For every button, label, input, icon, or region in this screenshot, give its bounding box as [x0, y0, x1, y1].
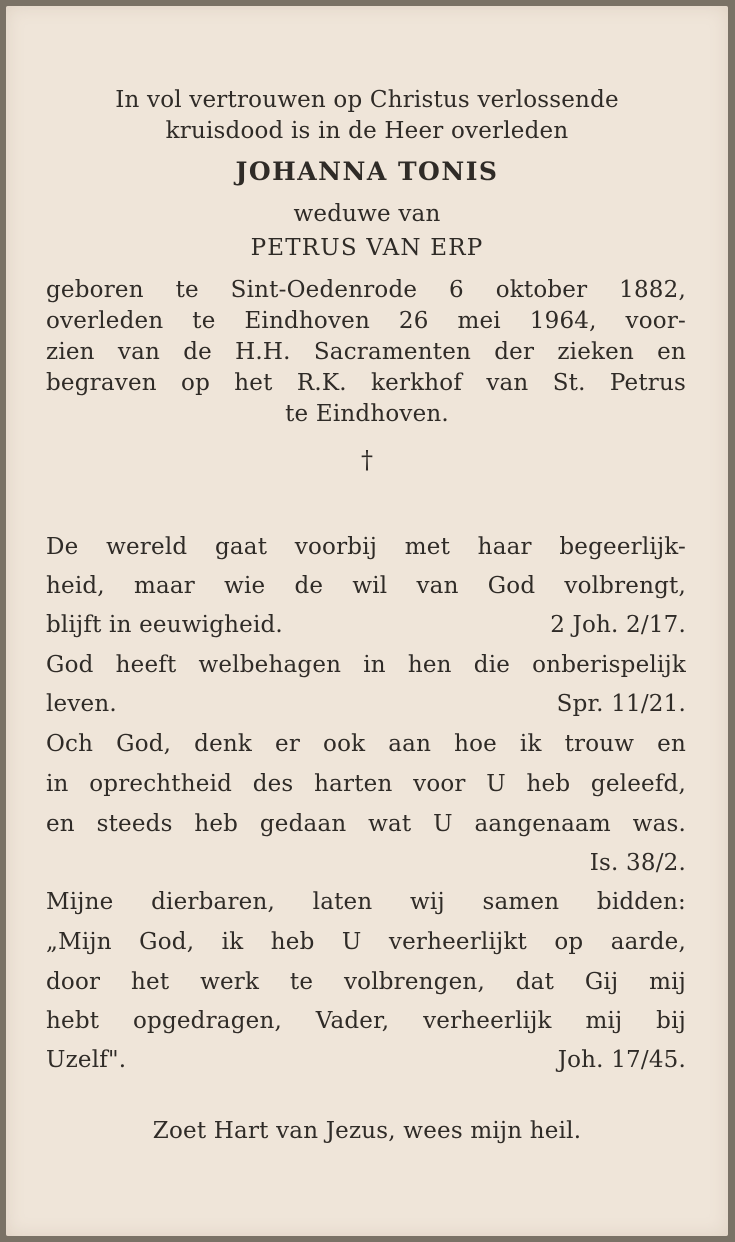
deceased-name: JOHANNA TONIS — [235, 157, 499, 186]
verse-4-line-3: door het werk te volbrengen, dat Gij mij — [46, 969, 686, 995]
verse-3-line-2: in oprechtheid des harten voor U heb geleefd, — [46, 771, 686, 797]
header-line-2: kruisdood is in de Heer overleden — [165, 118, 569, 144]
verse-1-line-1: De wereld gaat voorbij met haar begeerlijk- — [46, 534, 686, 560]
verse-2-reference: Spr. 11/21. — [556, 691, 686, 717]
spouse-name: PETRUS VAN ERP — [250, 235, 484, 261]
verse-4-text: Uzelf". — [46, 1047, 127, 1073]
verse-3-line-3: en steeds heb gedaan wat U aangenaam was. — [46, 811, 686, 837]
verse-4-line-1: Mijne dierbaren, laten wij samen bidden: — [46, 889, 686, 915]
verse-4-line-4: hebt opgedragen, Vader, verheerlijk mij bij — [46, 1008, 686, 1034]
closing-prayer: Zoet Hart van Jezus, wees mijn heil. — [152, 1118, 582, 1144]
verse-2-line-1: God heeft welbehagen in hen die onberispelijk — [46, 652, 686, 678]
biography-line-1: geboren te Sint-Oedenrode 6 oktober 1882, — [46, 277, 686, 303]
biography-line-4: begraven op het R.K. kerkhof van St. Petrus — [46, 370, 686, 396]
verse-1-line-2: heid, maar wie de wil van God volbrengt, — [46, 573, 686, 599]
verse-2-line-2 — [46, 690, 686, 718]
verse-2-text: leven. — [46, 691, 117, 717]
verse-4-reference: Joh. 17/45. — [557, 1047, 686, 1073]
biography-line-3: zien van de H.H. Sacramenten der zieken en — [46, 339, 686, 365]
verse-4-line-2: „Mijn God, ik heb U verheerlijkt op aarde, — [46, 929, 686, 955]
cross-icon: † — [361, 446, 373, 474]
biography-line-5: te Eindhoven. — [285, 401, 449, 427]
verse-1-text: blijft in eeuwigheid. — [46, 612, 283, 638]
relation-text: weduwe van — [293, 201, 441, 227]
header-line-1: In vol vertrouwen op Christus verlossende — [115, 87, 619, 113]
verse-1-reference: 2 Joh. 2/17. — [550, 612, 686, 638]
verse-3-line-1: Och God, denk er ook aan hoe ik trouw en — [46, 731, 686, 757]
verse-1-line-3 — [46, 611, 686, 639]
biography-line-2: overleden te Eindhoven 26 mei 1964, voor- — [46, 308, 686, 334]
verse-3-reference: Is. 38/2. — [589, 850, 686, 876]
memorial-card — [6, 6, 728, 1236]
verse-4-line-5 — [46, 1046, 686, 1074]
